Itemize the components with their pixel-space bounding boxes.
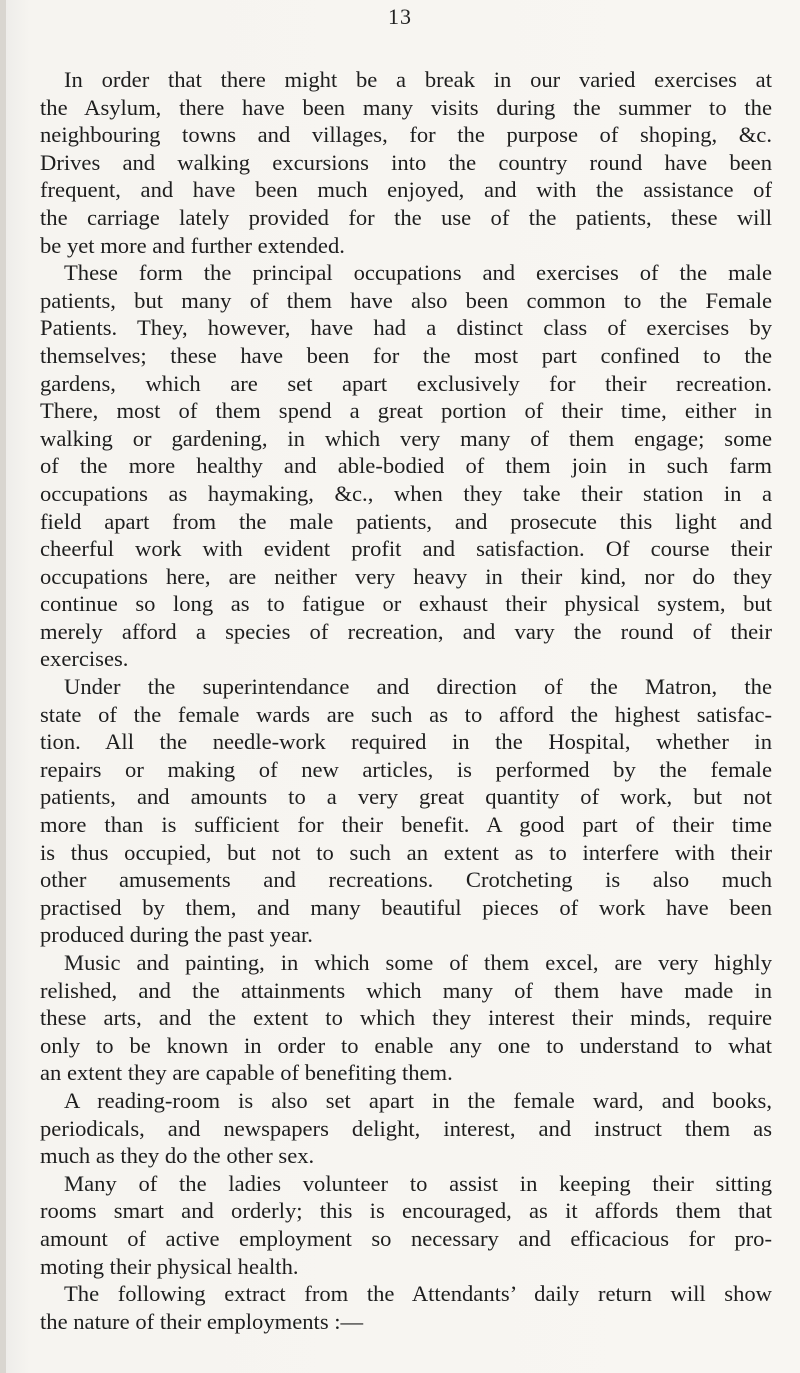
paragraph (40, 1087, 772, 1170)
text-line: cheerful work with evident profit and satisfaction. Of course their (40, 536, 772, 562)
text-line: A reading-room is also set apart in the female ward, and books, (64, 1087, 772, 1113)
text-line: more than is sufficient for their benefit. A good part of their time (40, 812, 772, 838)
paragraph (40, 1170, 772, 1280)
text-line: amount of active employment so necessary and efficacious for pro- (40, 1225, 772, 1251)
text-line: gardens, which are set apart exclusively for their recreation. (40, 370, 772, 396)
text-line: Music and painting, in which some of them excel, are very highly (64, 950, 772, 975)
text-line: occupations here, are neither very heavy in their kind, nor do they (40, 563, 772, 589)
text-line: There, most of them spend a great portion of their time, either in (40, 398, 772, 424)
paragraph (40, 259, 772, 673)
text-line: Many of the ladies volunteer to assist in keeping their sitting (64, 1170, 772, 1196)
text-line: tion. All the needle-work required in the Hospital, whether in (40, 729, 772, 755)
text-line: the nature of their employments :— (40, 1308, 364, 1334)
text-line: periodicals, and newspapers delight, interest, and instruct them as (40, 1115, 772, 1141)
text-line: Under the superintendance and direction of the Matron, the (64, 674, 772, 700)
text-line: In order that there might be a break in our varied exercises at (64, 67, 772, 92)
text-line: themselves; these have been for the most part confined to the (40, 342, 772, 368)
text-line: be yet more and further extended. (40, 232, 345, 258)
text-line: these arts, and the extent to which they interest their minds, require (40, 1005, 772, 1031)
paragraph (40, 949, 772, 1087)
text-line: the carriage lately provided for the use of the patients, these will (40, 204, 772, 230)
text-line: patients, but many of them have also been common to the Female (40, 287, 772, 313)
text-line: only to be known in order to enable any one to understand to what (40, 1032, 772, 1058)
text-line: walking or gardening, in which very many of them engage; some (40, 425, 772, 451)
text-line: moting their physical health. (40, 1253, 299, 1279)
text-line: practised by them, and many beautiful pieces of work have been (40, 894, 772, 920)
text-line: much as they do the other sex. (40, 1143, 315, 1169)
text-line: rooms smart and orderly; this is encouraged, as it affords them that (40, 1198, 772, 1224)
text-line: state of the female wards are such as to afford the highest satisfac- (40, 701, 772, 727)
text-line: These form the principal occupations and exercises of the male (64, 260, 772, 286)
text-line: frequent, and have been much enjoyed, and with the assistance of (40, 177, 772, 203)
text-line: repairs or making of new articles, is performed by the female (40, 756, 772, 782)
text-line: of the more healthy and able-bodied of them join in such farm (40, 453, 772, 479)
paragraph (40, 673, 772, 949)
text-line: occupations as haymaking, &c., when they take their station in a (40, 480, 772, 506)
text-line: patients, and amounts to a very great quantity of work, but not (40, 784, 772, 810)
text-line: neighbouring towns and villages, for the purpose of shoping, &c. (40, 122, 772, 148)
text-line: Patients. They, however, have had a distinct class of exercises by (40, 315, 772, 341)
text-line: merely afford a species of recreation, and vary the round of their (40, 618, 772, 644)
paragraph (40, 66, 772, 259)
text-line: relished, and the attainments which many of them have made in (40, 977, 772, 1003)
paragraph (40, 1280, 772, 1335)
page-number: 13 (388, 4, 412, 29)
body-text (40, 66, 772, 1335)
page-binding-edge (0, 0, 6, 1373)
text-line: is thus occupied, but not to such an extent as to interfere with their (40, 839, 772, 865)
text-line: exercises. (40, 646, 129, 672)
text-line: the Asylum, there have been many visits during the summer to the (40, 94, 772, 120)
text-line: continue so long as to fatigue or exhaust their physical system, but (40, 591, 772, 617)
text-line: produced during the past year. (40, 922, 313, 948)
text-line: other amusements and recreations. Crotcheting is also much (40, 867, 772, 893)
text-line: field apart from the male patients, and prosecute this light and (40, 508, 772, 534)
text-line: an extent they are capable of benefiting them. (40, 1060, 453, 1086)
text-line: The following extract from the Attendants’ daily return will show (64, 1281, 772, 1307)
text-line: Drives and walking excursions into the country round have been (40, 149, 772, 175)
